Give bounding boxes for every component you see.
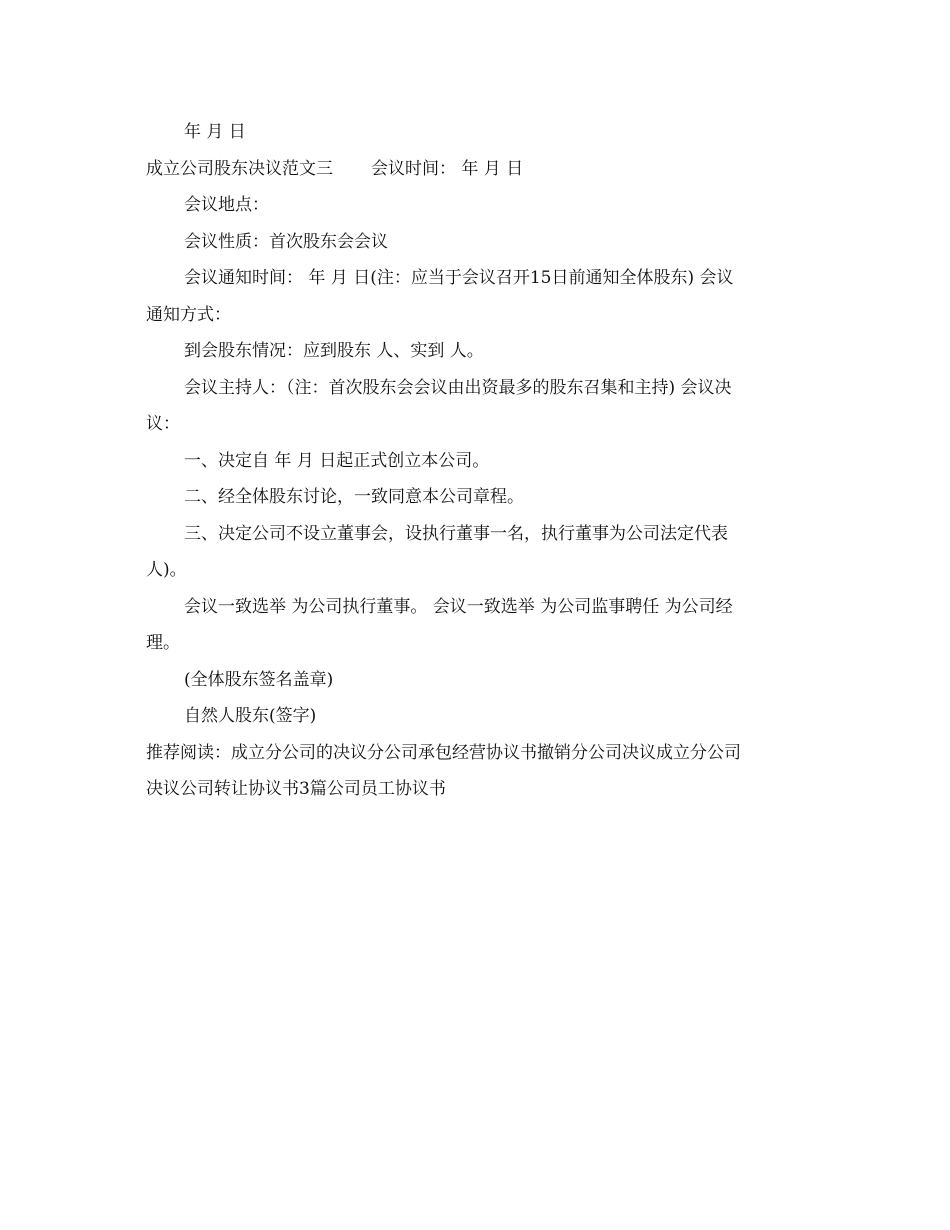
text-line: 三、决定公司不设立董事会，设执行董事一名，执行董事为公司法定代表 — [184, 523, 728, 544]
text-line: 到会股东情况：应到股东 人、实到 人。 — [184, 341, 484, 361]
text-line — [146, 151, 802, 188]
text-line: 一、决定自 年 月 日起正式创立本公司。 — [184, 450, 490, 471]
document-page — [146, 114, 802, 808]
recommended-reading: 推荐阅读：成立分公司的决议分公司承包经营协议书撤销分公司决议成立分公司 — [146, 742, 741, 763]
text-line: 自然人股东(签字) — [184, 706, 317, 726]
text-line: 通知方式： — [146, 304, 231, 325]
text-line: 会议地点： — [184, 195, 269, 215]
text-line: (全体股东签名盖章) — [184, 669, 334, 690]
text-line: 年 月 日 — [184, 122, 246, 142]
text-line: 会议主持人：（注：首次股东会会议由出资最多的股东召集和主持) 会议决 — [184, 377, 732, 398]
recommended-reading: 决议公司转让协议书3篇公司员工协议书 — [146, 779, 446, 799]
meeting-time: 会议时间： 年 月 日 — [371, 158, 524, 179]
text-line: 二、经全体股东讨论，一致同意本公司章程。 — [184, 487, 524, 507]
text-line: 会议通知时间： 年 月 日(注：应当于会议召开15日前通知全体股东) 会议 — [184, 268, 734, 288]
section-title: 成立公司股东决议范文三 — [146, 158, 333, 179]
text-line: 会议性质：首次股东会会议 — [184, 231, 388, 252]
text-line: 会议一致选举 为公司执行董事。 会议一致选举 为公司监事聘任 为公司经 — [184, 596, 733, 617]
text-line: 议： — [146, 414, 180, 434]
text-line: 理。 — [146, 633, 180, 653]
text-line: 人)。 — [146, 560, 187, 580]
